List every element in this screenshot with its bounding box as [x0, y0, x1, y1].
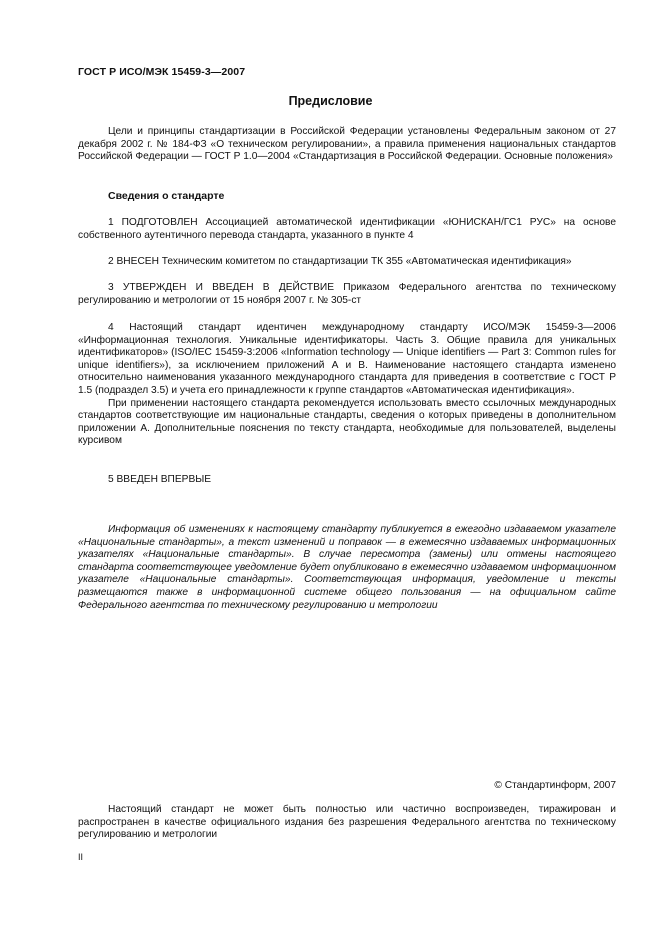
change-notice [78, 524, 616, 612]
page-title: Предисловие [288, 94, 373, 108]
item-4-note: При применении настоящего стандарта рекомендуется использовать вместо ссылочных международных стандартов соответствующие им национальные стандарты, сведения о которых приведены в дополнительном приложении А. Дополнительные пояснения по тексту стандарта, необходимые для пользователей, выделены курсивом [78, 397, 616, 447]
item-3-text: 3 УТВЕРЖДЕН И ВВЕДЕН В ДЕЙСТВИЕ Приказом Федерального агентства по техническому регулированию и метрологии от 15 ноября 2007 г. № 305-ст [78, 282, 616, 306]
item-1-text: 1 ПОДГОТОВЛЕН Ассоциацией автоматической идентификации «ЮНИСКАН/ГС1 РУС» на основе собственного аутентичного перевода стандарта, указанного в пункте 4 [78, 217, 616, 241]
change-notice-text: Информация об изменениях к настоящему стандарту публикуется в ежегодно издаваемом указателе «Национальные стандарты», а текст изменений и поправок — в ежемесячно издаваемых информационных указателях «Национальные стандарты». В случае пересмотра (замены) или отмены настоящего стандарта соответствующее уведомление будет опубликовано в ежемесячно издаваемом информационном указателе «Национальные стандарты». Соответствующая информация, уведомление и тексты размещаются также в информационной системе общего пользования — на официальном сайте Федерального агентства по техническому регулированию и метрологии [78, 524, 616, 611]
item-4 [78, 322, 616, 448]
section-title: Сведения о стандарте [108, 190, 225, 202]
page-number: II [78, 852, 84, 862]
document-header: ГОСТ Р ИСО/МЭК 15459-3—2007 [78, 66, 246, 78]
intro-text: Цели и принципы стандартизации в Российской Федерации установлены Федеральным законом от 27 декабря 2002 г. № 184-ФЗ «О техническом регулировании», а правила применения национальных стандартов Российской Федерации — ГОСТ Р 1.0—2004 «Стандартизация в Российской Федерации. Основные положения» [78, 126, 616, 163]
item-2-text: 2 ВНЕСЕН Техническим комитетом по стандартизации ТК 355 «Автоматическая идентификация» [108, 256, 572, 267]
item-5 [78, 474, 616, 487]
item-5-text: 5 ВВЕДЕН ВПЕРВЫЕ [108, 474, 212, 485]
reproduction-notice [78, 804, 616, 842]
reproduction-text: Настоящий стандарт не может быть полностью или частично воспроизведен, тиражирован и распространен в качестве официального издания без разрешения Федерального агентства по техническому регулированию и метрологии [78, 804, 616, 841]
item-3 [78, 282, 616, 307]
copyright: © Стандартинформ, 2007 [494, 780, 616, 791]
item-2 [78, 256, 616, 269]
item-4-text: 4 Настоящий стандарт идентичен международному стандарту ИСО/МЭК 15459-3—2006 «Информационная технология. Уникальные идентификаторы. Часть 3. Общие правила для уникальных идентификаторов» (ISO/IEC 15459-3:2006 «Information technology — Unique identifiers — Part 3: Common rules for unique identifiers»), за исключением приложений А и В. Наименование настоящего стандарта изменено относительно наименования указанного международного стандарта для приведения в соответствие с ГОСТ Р 1.5 (подраздел 3.5) и учета его принадлежности к группе стандартов «Автоматическая идентификация». [78, 322, 616, 396]
item-1 [78, 217, 616, 242]
intro-paragraph [78, 126, 616, 164]
